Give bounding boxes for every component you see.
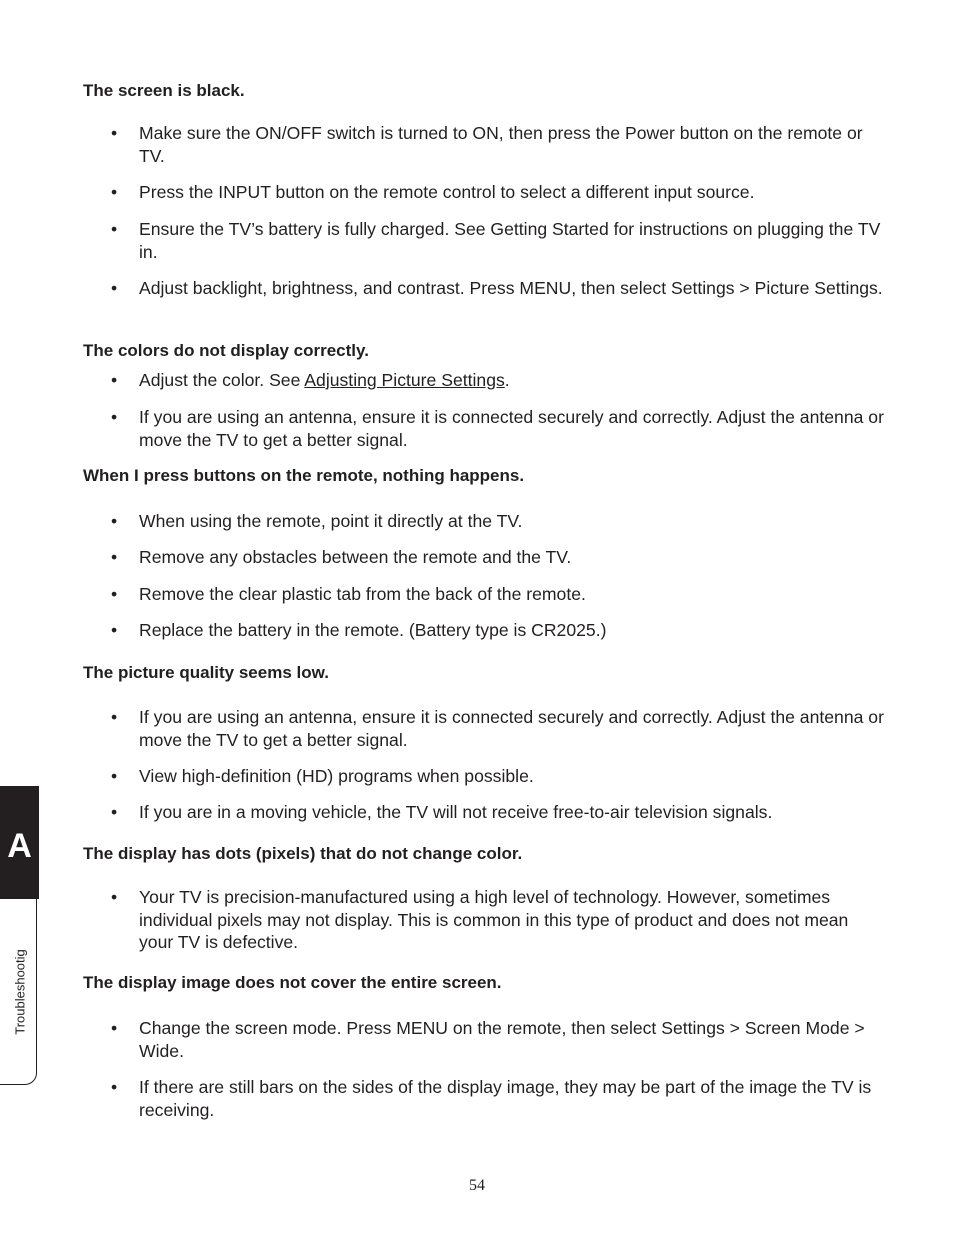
list-item: • If there are still bars on the sides of the display image, they may be part of the image the TV is receiving. — [111, 1077, 872, 1120]
section-heading: When I press buttons on the remote, nothing happens. — [83, 466, 525, 485]
page-number: 54 — [469, 1177, 485, 1194]
list-item: • Remove the clear plastic tab from the back of the remote. — [111, 584, 586, 604]
bullet: • — [111, 219, 118, 239]
list-item: • Remove any obstacles between the remote and the TV. — [111, 547, 572, 567]
section-heading: The screen is black. — [83, 81, 245, 100]
list-item: • Adjust the color. See Adjusting Picture Settings. — [111, 370, 510, 390]
section-heading: The display has dots (pixels) that do not change color. — [83, 844, 523, 863]
bullet: • — [111, 707, 118, 727]
bullet: • — [111, 370, 118, 390]
bullet: • — [111, 1018, 118, 1038]
list-item: • If you are using an antenna, ensure it is connected securely and correctly. Adjust the antenna or move the TV to get a better signal. — [111, 407, 884, 450]
bullet: • — [111, 802, 118, 822]
bullet: • — [111, 584, 118, 604]
adjusting-picture-settings-link[interactable]: Adjusting Picture Settings — [304, 370, 505, 390]
bullet: • — [111, 620, 118, 640]
bullet: • — [111, 407, 118, 427]
bullet: • — [111, 182, 118, 202]
list-item: • Ensure the TV’s battery is fully charged. See Getting Started for instructions on plugging the TV in. — [111, 219, 881, 262]
list-item: • Change the screen mode. Press MENU on the remote, then select Settings > Screen Mode > Wide. — [111, 1018, 865, 1061]
bullet: • — [111, 547, 118, 567]
list-item: • If you are in a moving vehicle, the TV will not receive free-to-air television signals. — [111, 802, 773, 822]
bullet: • — [111, 278, 118, 298]
section-heading: The colors do not display correctly. — [83, 341, 369, 360]
bullet: • — [111, 887, 118, 907]
bullet: • — [111, 1077, 118, 1097]
section-heading: The picture quality seems low. — [83, 663, 329, 682]
list-item: • Adjust backlight, brightness, and contrast. Press MENU, then select Settings > Picture Settings. — [111, 278, 883, 298]
bullet: • — [111, 511, 118, 531]
list-item: • When using the remote, point it directly at the TV. — [111, 511, 523, 531]
list-item: • Your TV is precision-manufactured using a high level of technology. However, sometimes individual pixels may not display. This is common in this type of product and does not mean your TV is defective. — [111, 887, 849, 952]
list-item: • View high-definition (HD) programs when possible. — [111, 766, 534, 786]
chapter-letter: A — [7, 827, 32, 865]
list-item: • If you are using an antenna, ensure it is connected securely and correctly. Adjust the antenna or move the TV to get a better signal. — [111, 707, 884, 750]
section-heading: The display image does not cover the entire screen. — [83, 973, 502, 992]
list-item: • Make sure the ON/OFF switch is turned to ON, then press the Power button on the remote or TV. — [111, 123, 863, 166]
bullet: • — [111, 766, 118, 786]
bullet: • — [111, 123, 118, 143]
chapter-label: Troubleshootig — [12, 949, 28, 1035]
list-item: • Press the INPUT button on the remote control to select a different input source. — [111, 182, 755, 202]
list-item: • Replace the battery in the remote. (Battery type is CR2025.) — [111, 620, 607, 640]
